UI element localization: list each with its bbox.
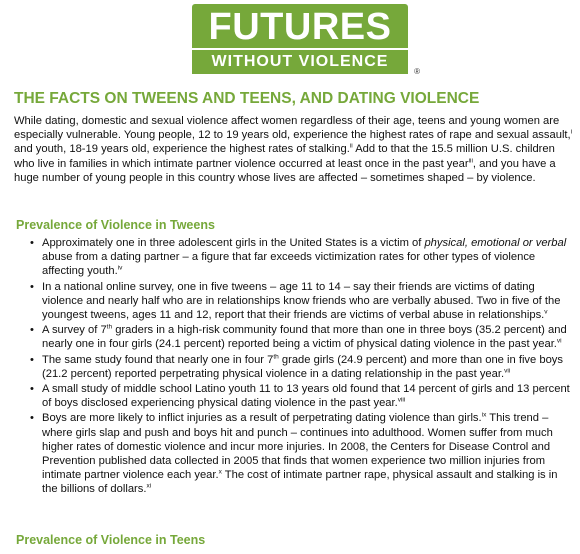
list-item: • The same study found that nearly one in four 7th grade girls (24.9 percent) and more than one in five boys (21.2 percent) reported perpetrating physical violence in a dating relationship in the past year.$^{vii}$	[14, 353, 576, 381]
list-item: • A small study of middle school Latino youth 11 to 13 years old found that 14 percent of girls and 13 percent of boys disclosed experiencing physical dating violence in the past year.$^{viii}$	[14, 382, 576, 410]
logo-wordmark-futures: FUTURES	[192, 4, 408, 48]
futures-without-violence-logo	[192, 4, 420, 80]
list-item: • Approximately one in three adolescent girls in the United States is a victim of physical, emotional or verbal abuse from a dating partner – a figure that far exceeds victimization rates for other types of violence affecting youth.$^{iv}$	[14, 236, 576, 279]
list-item: • A survey of 7th graders in a high-risk community found that more than one in three boys (35.2 percent) and nearly one in four girls (24.1 percent) reported being a victim of physical dating violence in the past year.$^{vi}$	[14, 323, 576, 351]
registered-mark: ®	[414, 67, 420, 76]
section-heading-tweens: Prevalence of Violence in Tweens	[16, 218, 215, 232]
page-title: THE FACTS ON TWEENS AND TEENS, AND DATING VIOLENCE	[14, 90, 480, 107]
logo-wordmark-without-violence: WITHOUT VIOLENCE	[192, 50, 408, 74]
section-heading-teens: Prevalence of Violence in Teens	[16, 533, 206, 547]
intro-paragraph: While dating, domestic and sexual violence affect women regardless of their age, teens and young women are especially vulnerable. Young people, 12 to 19 years old, experience the highest rates of rape and sexual assault,$^i$ and youth, 18-19 years old, experience the highest rates of stalking.$^{ii}$ Add to that the 15.5 million U.S. children who live in families in which intimate partner violence occurred at least once in the past year$^{iii}$, and you have a huge number of young people in this country whose lives are affected – sometimes shaped – by violence.	[14, 115, 573, 184]
list-item: • In a national online survey, one in five tweens – age 11 to 14 – say their friends are victims of dating violence and nearly half who are in relationships know friends who are verbally abused. Two in five of the youngest tweens, ages 11 and 12, report that their friends are victims of verbal abuse in relationships.$^v$	[14, 280, 576, 323]
list-item: • Boys are more likely to inflict injuries as a result of perpetrating dating violence than girls.$^{ix}$ This trend – where girls slap and push and boys hit and punch – continues into adulthood. Women suffer from much higher rates of domestic violence and incur more injuries. In 2008, the Centers for Disease Control and Prevention published data collected in 2005 that finds that women experience two million injuries from intimate partner violence each year.$^x$ The cost of intimate partner rape, physical assault and stalking is in the billions of dollars.$^{xi}$	[14, 411, 576, 496]
tweens-bullet-list	[14, 236, 576, 498]
